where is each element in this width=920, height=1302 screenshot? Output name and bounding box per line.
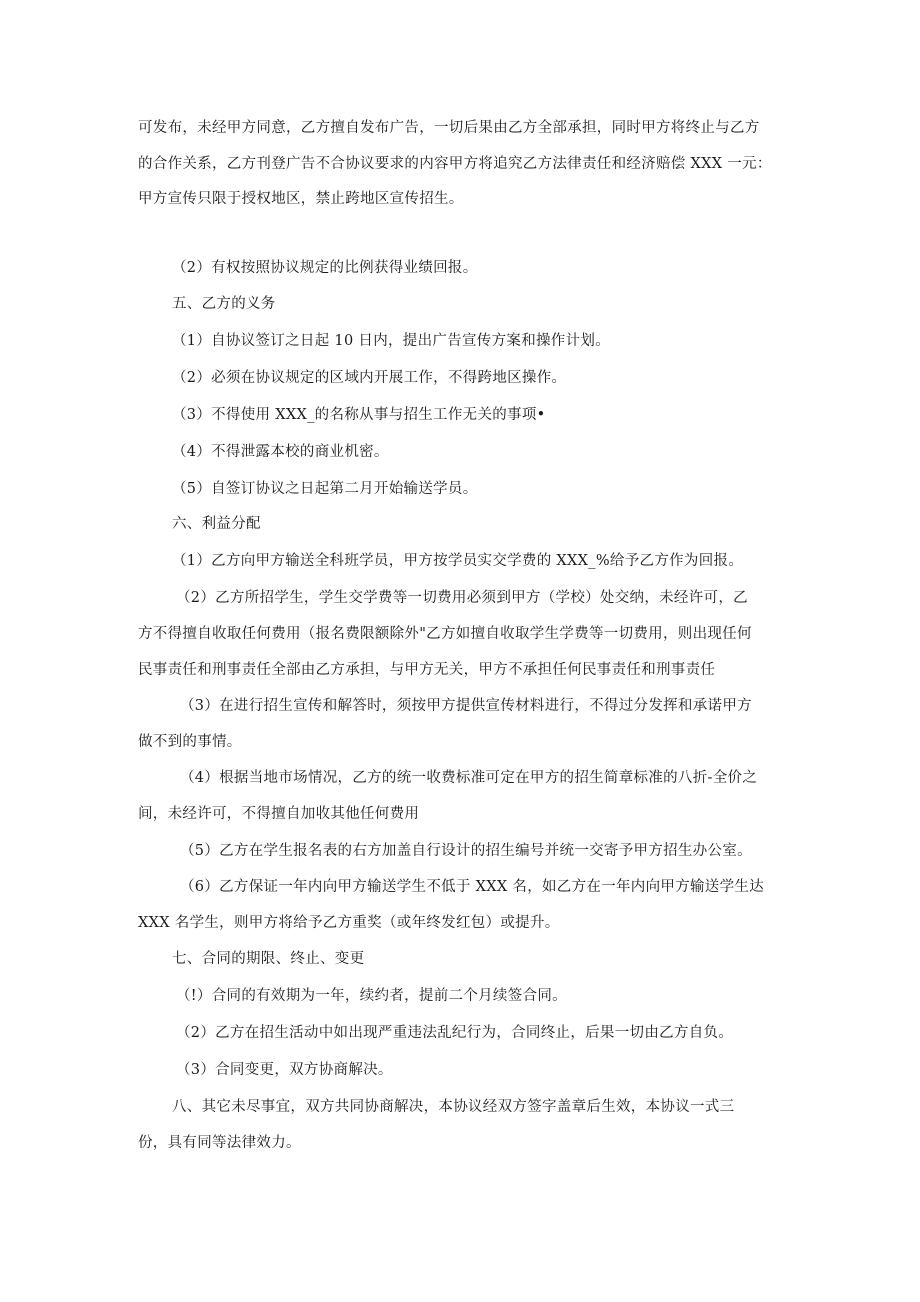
- paragraph-line: 间，未经许可，不得擅自加收其他任何费用: [138, 806, 420, 822]
- paragraph-line: （!）合同的有效期为一年，续约者，提前二个月续签合同。: [176, 988, 567, 1004]
- paragraph-line: （2）有权按照协议规定的比例获得业绩回报。: [172, 260, 478, 276]
- paragraph-line: （1）自协议签订之日起 10 日内，提出广告宣传方案和操作计划。: [172, 333, 610, 349]
- paragraph-line: （2）乙方在招生活动中如出现严重违法乱纪行为，合同终止，后果一切由乙方自负。: [176, 1025, 734, 1041]
- paragraph-line: （3）合同变更，双方协商解决。: [176, 1062, 393, 1078]
- paragraph-line: （5）自签订协议之日起第二月开始输送学员。: [172, 481, 478, 497]
- paragraph-line: （6）乙方保证一年内向甲方输送学生不低于 XXX 名，如乙方在一年内向甲方输送学生达: [180, 879, 765, 895]
- paragraph-line: XXX 名学生，则甲方将给予乙方重奖（或年终发红包）或提升。: [138, 915, 560, 931]
- paragraph-line: 八、其它未尽事宜，双方共同协商解决，本协议经双方签字盖章后生效，本协议一式三: [172, 1099, 735, 1115]
- section-heading: 七、合同的期限、终止、变更: [172, 951, 365, 967]
- paragraph-line: （4）不得泄露本校的商业机密。: [172, 444, 389, 460]
- section-heading: 六、利益分配: [172, 516, 261, 532]
- paragraph-line: （4）根据当地市场情况，乙方的统一收费标准可定在甲方的招生简章标准的八折-全价之: [180, 770, 758, 786]
- paragraph-line: 可发布，未经甲方同意，乙方擅自发布广告，一切后果由乙方全部承担，同时甲方将终止与乙方: [138, 120, 760, 136]
- paragraph-line: （3）不得使用 XXX_的名称从事与招生工作无关的事项•: [172, 407, 546, 423]
- paragraph-line: （3）在进行招生宣传和解答时，须按甲方提供宣传材料进行，不得过分发挥和承诺甲方: [180, 698, 752, 714]
- paragraph-line: 民事责任和刑事责任全部由乙方承担，与甲方无关，甲方不承担任何民事责任和刑事责任: [138, 662, 716, 678]
- paragraph-line: （2）必须在协议规定的区域内开展工作，不得跨地区操作。: [172, 370, 567, 386]
- paragraph-line: （2）乙方所招学生，学生交学费等一切费用必须到甲方（学校）处交纳，未经许可，乙: [176, 590, 748, 606]
- paragraph-line: 方不得擅自收取任何费用（报名费限额除外"乙方如擅自收取学生学费等一切费用，则出现任何: [138, 626, 752, 642]
- section-heading: 五、乙方的义务: [172, 296, 276, 312]
- paragraph-line: （5）乙方在学生报名表的右方加盖自行设计的招生编号并统一交寄予甲方招生办公室。: [180, 843, 752, 859]
- paragraph-line: 甲方宣传只限于授权地区，禁止跨地区宣传招生。: [138, 191, 464, 207]
- paragraph-line: 做不到的事情。: [138, 734, 242, 750]
- paragraph-line: （1）乙方向甲方输送全科班学员，甲方按学员实交学费的 XXX_%给予乙方作为回报。: [172, 553, 744, 569]
- paragraph-line: 的合作关系，乙方刊登广告不合协议要求的内容甲方将追究乙方法律责任和经济赔偿 XXX 一元：: [138, 156, 772, 172]
- paragraph-line: 份，具有同等法律效力。: [138, 1135, 301, 1151]
